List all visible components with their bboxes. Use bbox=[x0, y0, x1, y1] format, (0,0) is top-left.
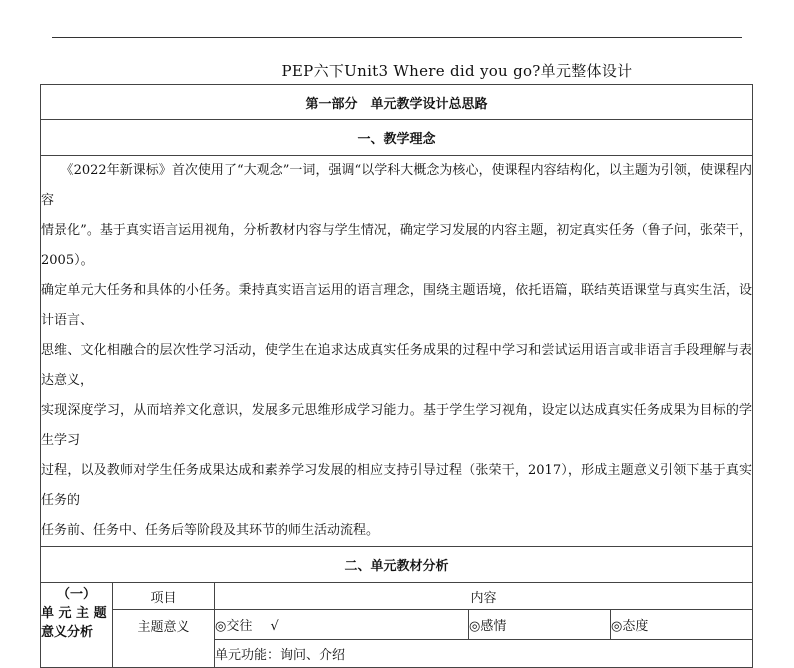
label-line: 单 元 主 题 bbox=[41, 606, 107, 621]
unit-theme-analysis-label bbox=[41, 583, 113, 668]
option-communication bbox=[215, 610, 469, 640]
document-title: PEP六下Unit3 Where did you go?单元整体设计 bbox=[281, 62, 633, 80]
option-label: ◎交往 bbox=[215, 619, 253, 634]
paragraph-line: 情景化”。基于真实语言运用视角，分析教材内容与学生情况，确定学习发展的内容主题，初定真实任务（鲁子问，张荣干，2005）。 bbox=[41, 223, 753, 268]
section1-heading: 一、教学理念 bbox=[41, 120, 753, 156]
checkmark-icon: √ bbox=[270, 619, 279, 634]
paragraph-line: 实现深度学习，从而培养文化意识，发展多元思维形成学习能力。基于学生学习视角，设定以达成真实任务成果为目标的学生学习 bbox=[41, 403, 753, 448]
header-rule bbox=[52, 37, 742, 38]
option-attitude: ◎态度 bbox=[611, 610, 753, 640]
option-emotion: ◎感情 bbox=[469, 610, 611, 640]
paragraph-line: 思维、文化相融合的层次性学习活动，使学生在追求达成真实任务成果的过程中学习和尝试运用语言或非语言手段理解与表达意义， bbox=[41, 343, 753, 388]
section2-heading: 二、单元教材分析 bbox=[41, 547, 753, 583]
item-column-header: 项目 bbox=[113, 583, 215, 610]
label-line: （一） bbox=[56, 587, 96, 602]
paragraph-line: 过程，以及教师对学生任务成果达成和素养学习发展的相应支持引导过程（张荣干，2017），形成主题意义引领下基于真实任务的 bbox=[41, 463, 753, 508]
paragraph-line: 任务前、任务中、任务后等阶段及其环节的师生活动流程。 bbox=[41, 523, 380, 538]
teaching-philosophy-paragraph bbox=[41, 156, 753, 547]
paragraph-line: 《2022年新课标》首次使用了“大观念”一词，强调“以学科大概念为核心，使课程内容结构化，以主题为引领，使课程内容 bbox=[41, 163, 753, 208]
content-column-header: 内容 bbox=[215, 583, 753, 610]
unit-function: 单元功能：询问、介绍 bbox=[215, 640, 753, 668]
paragraph-line: 确定单元大任务和具体的小任务。秉持真实语言运用的语言理念，围绕主题语境，依托语篇，联结英语课堂与真实生活，设计语言、 bbox=[41, 283, 753, 328]
theme-meaning-label: 主题意义 bbox=[113, 610, 215, 668]
label-line: 意义分析 bbox=[41, 625, 94, 640]
part1-heading: 第一部分 单元教学设计总思路 bbox=[41, 85, 753, 120]
design-table bbox=[40, 84, 753, 668]
